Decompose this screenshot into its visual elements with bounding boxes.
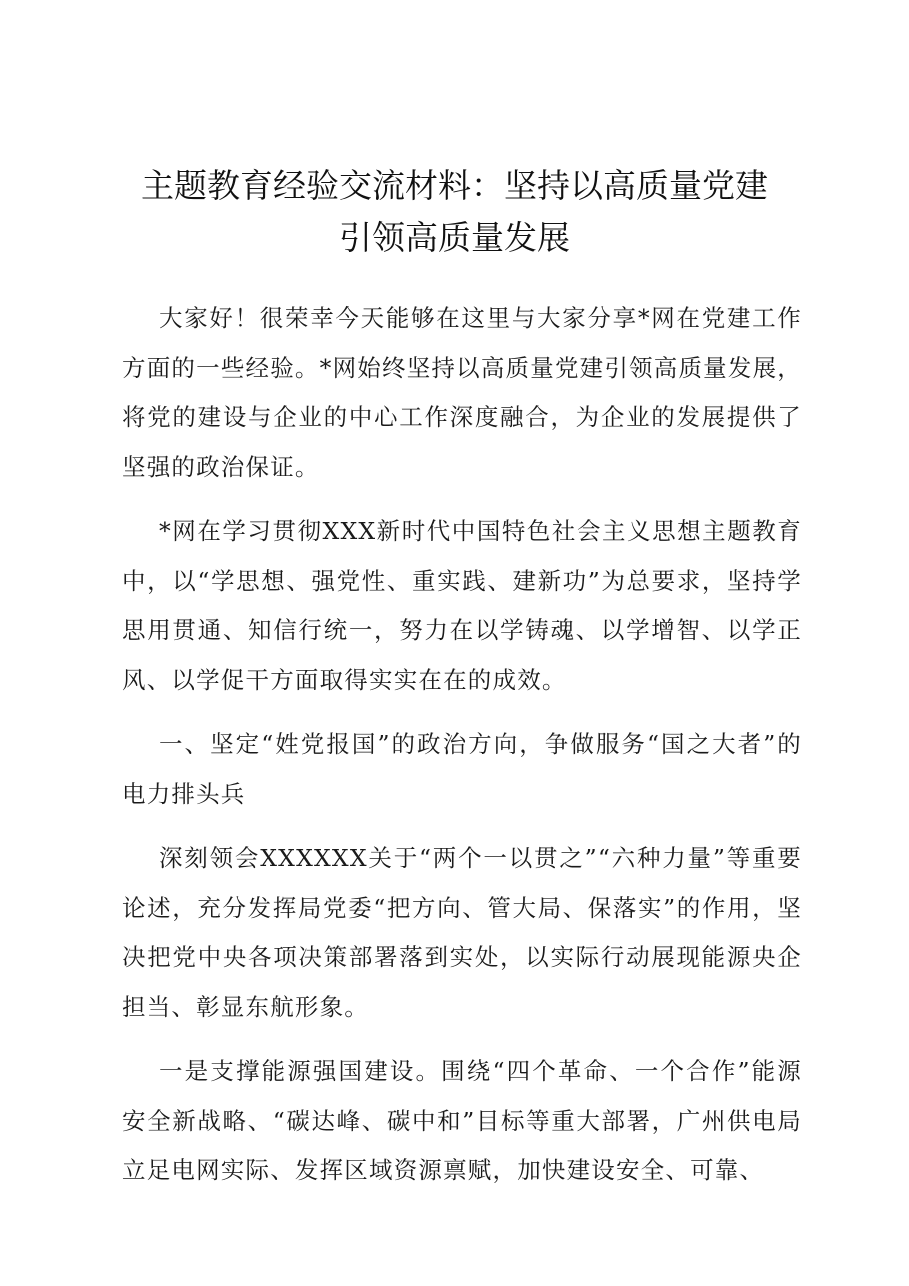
paragraph-important-discourse: 深刻领会XXXXXX关于“两个一以贯之”“六种力量”等重要论述，充分发挥局党委“把方向、管大局、保落实”的作用，坚决把党中央各项决策部署落到实处，以实际行动展现能源央企担当、彰显东航形象。 (122, 844, 802, 1021)
title-line-1: 主题教育经验交流材料：坚持以高质量党建 (141, 166, 768, 205)
title-line-2: 引领高质量发展 (339, 218, 570, 257)
paragraph-energy-support: 一是支撑能源强国建设。围绕“四个革命、一个合作”能源安全新战略、“碳达峰、碳中和”目标等重大部署，广州供电局立足电网实际、发挥区域资源禀赋，加快建设安全、可靠、 (122, 1057, 802, 1184)
section-heading-1: 一、坚定“姓党报国”的政治方向，争做服务“国之大者”的电力排头兵 (122, 730, 802, 808)
document-title (100, 160, 809, 264)
paragraph-theme-education: *网在学习贯彻XXX新时代中国特色社会主义思想主题教育中，以“学思想、强党性、重实践、建新功”为总要求，坚持学思用贯通、知信行统一，努力在以学铸魂、以学增智、以学正风、以学促干方面取得实实在在的成效。 (122, 517, 802, 694)
paragraph-greeting: 大家好！很荣幸今天能够在这里与大家分享*网在党建工作方面的一些经验。*网始终坚持以高质量党建引领高质量发展，将党的建设与企业的中心工作深度融合，为企业的发展提供了坚强的政治保证。 (122, 304, 802, 481)
document-body (122, 294, 802, 1211)
